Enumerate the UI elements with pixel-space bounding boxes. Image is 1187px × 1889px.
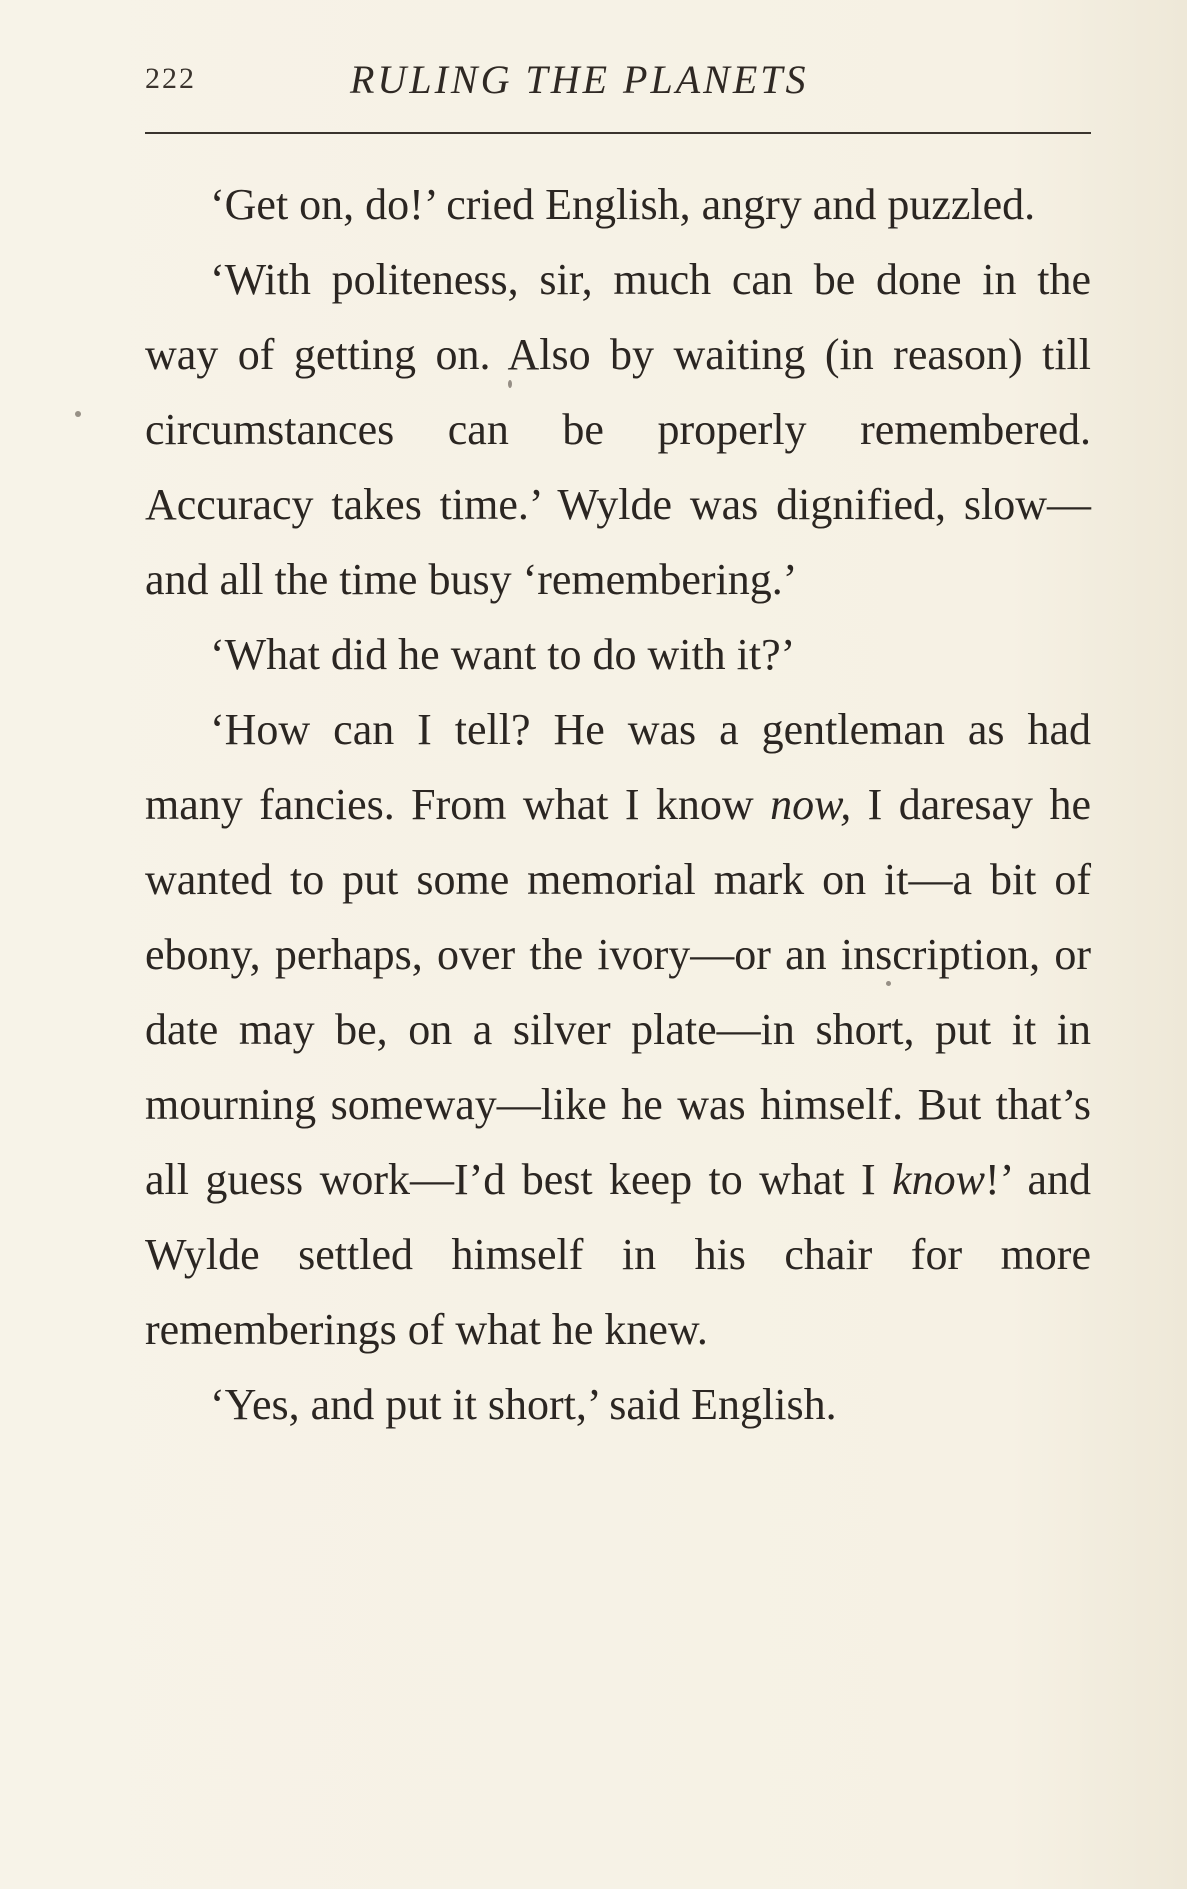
paper-speck <box>75 411 81 417</box>
italic-text-segment: now, <box>770 780 852 829</box>
running-title: RULING THE PLANETS <box>350 57 809 102</box>
paragraph <box>145 617 1091 692</box>
paragraph <box>145 692 1091 1367</box>
italic-text-segment: know <box>892 1155 986 1204</box>
page-number: 222 <box>145 62 196 95</box>
paragraph <box>145 167 1091 242</box>
text-segment: ‘How can I tell? He was a gentleman as had many fancies. From what I know <box>145 705 1091 829</box>
text-segment: !’ and Wylde settled himself in his chair for more rememberings of what he knew. <box>145 1155 1091 1354</box>
paper-speck <box>508 380 512 388</box>
body-text <box>145 167 1091 1442</box>
header-rule <box>145 132 1091 134</box>
paragraph <box>145 242 1091 617</box>
paper-speck <box>886 981 891 986</box>
text-segment: I daresay he wanted to put some memorial mark on it—a bit of ebony, perhaps, over the ivory—or an inscription, or date may be, on a silver plate—in short, put it in mourning someway—like he was himself. But that’s all guess work—I’d best keep to what I <box>145 780 1091 1204</box>
text-segment: ‘Get on, do!’ cried English, angry and puzzled. <box>210 180 1036 229</box>
text-segment: ‘Yes, and put it short,’ said English. <box>210 1380 837 1429</box>
paragraph <box>145 1367 1091 1442</box>
text-segment: ‘With politeness, sir, much can be done in the way of getting on. Also by waiting (in reason) till circumstances can be properly remembered. Accuracy takes time.’ Wylde was dignified, slow—and all the time busy ‘remembering.’ <box>145 255 1091 604</box>
text-segment: ‘What did he want to do with it?’ <box>210 630 796 679</box>
running-head <box>145 56 1092 106</box>
